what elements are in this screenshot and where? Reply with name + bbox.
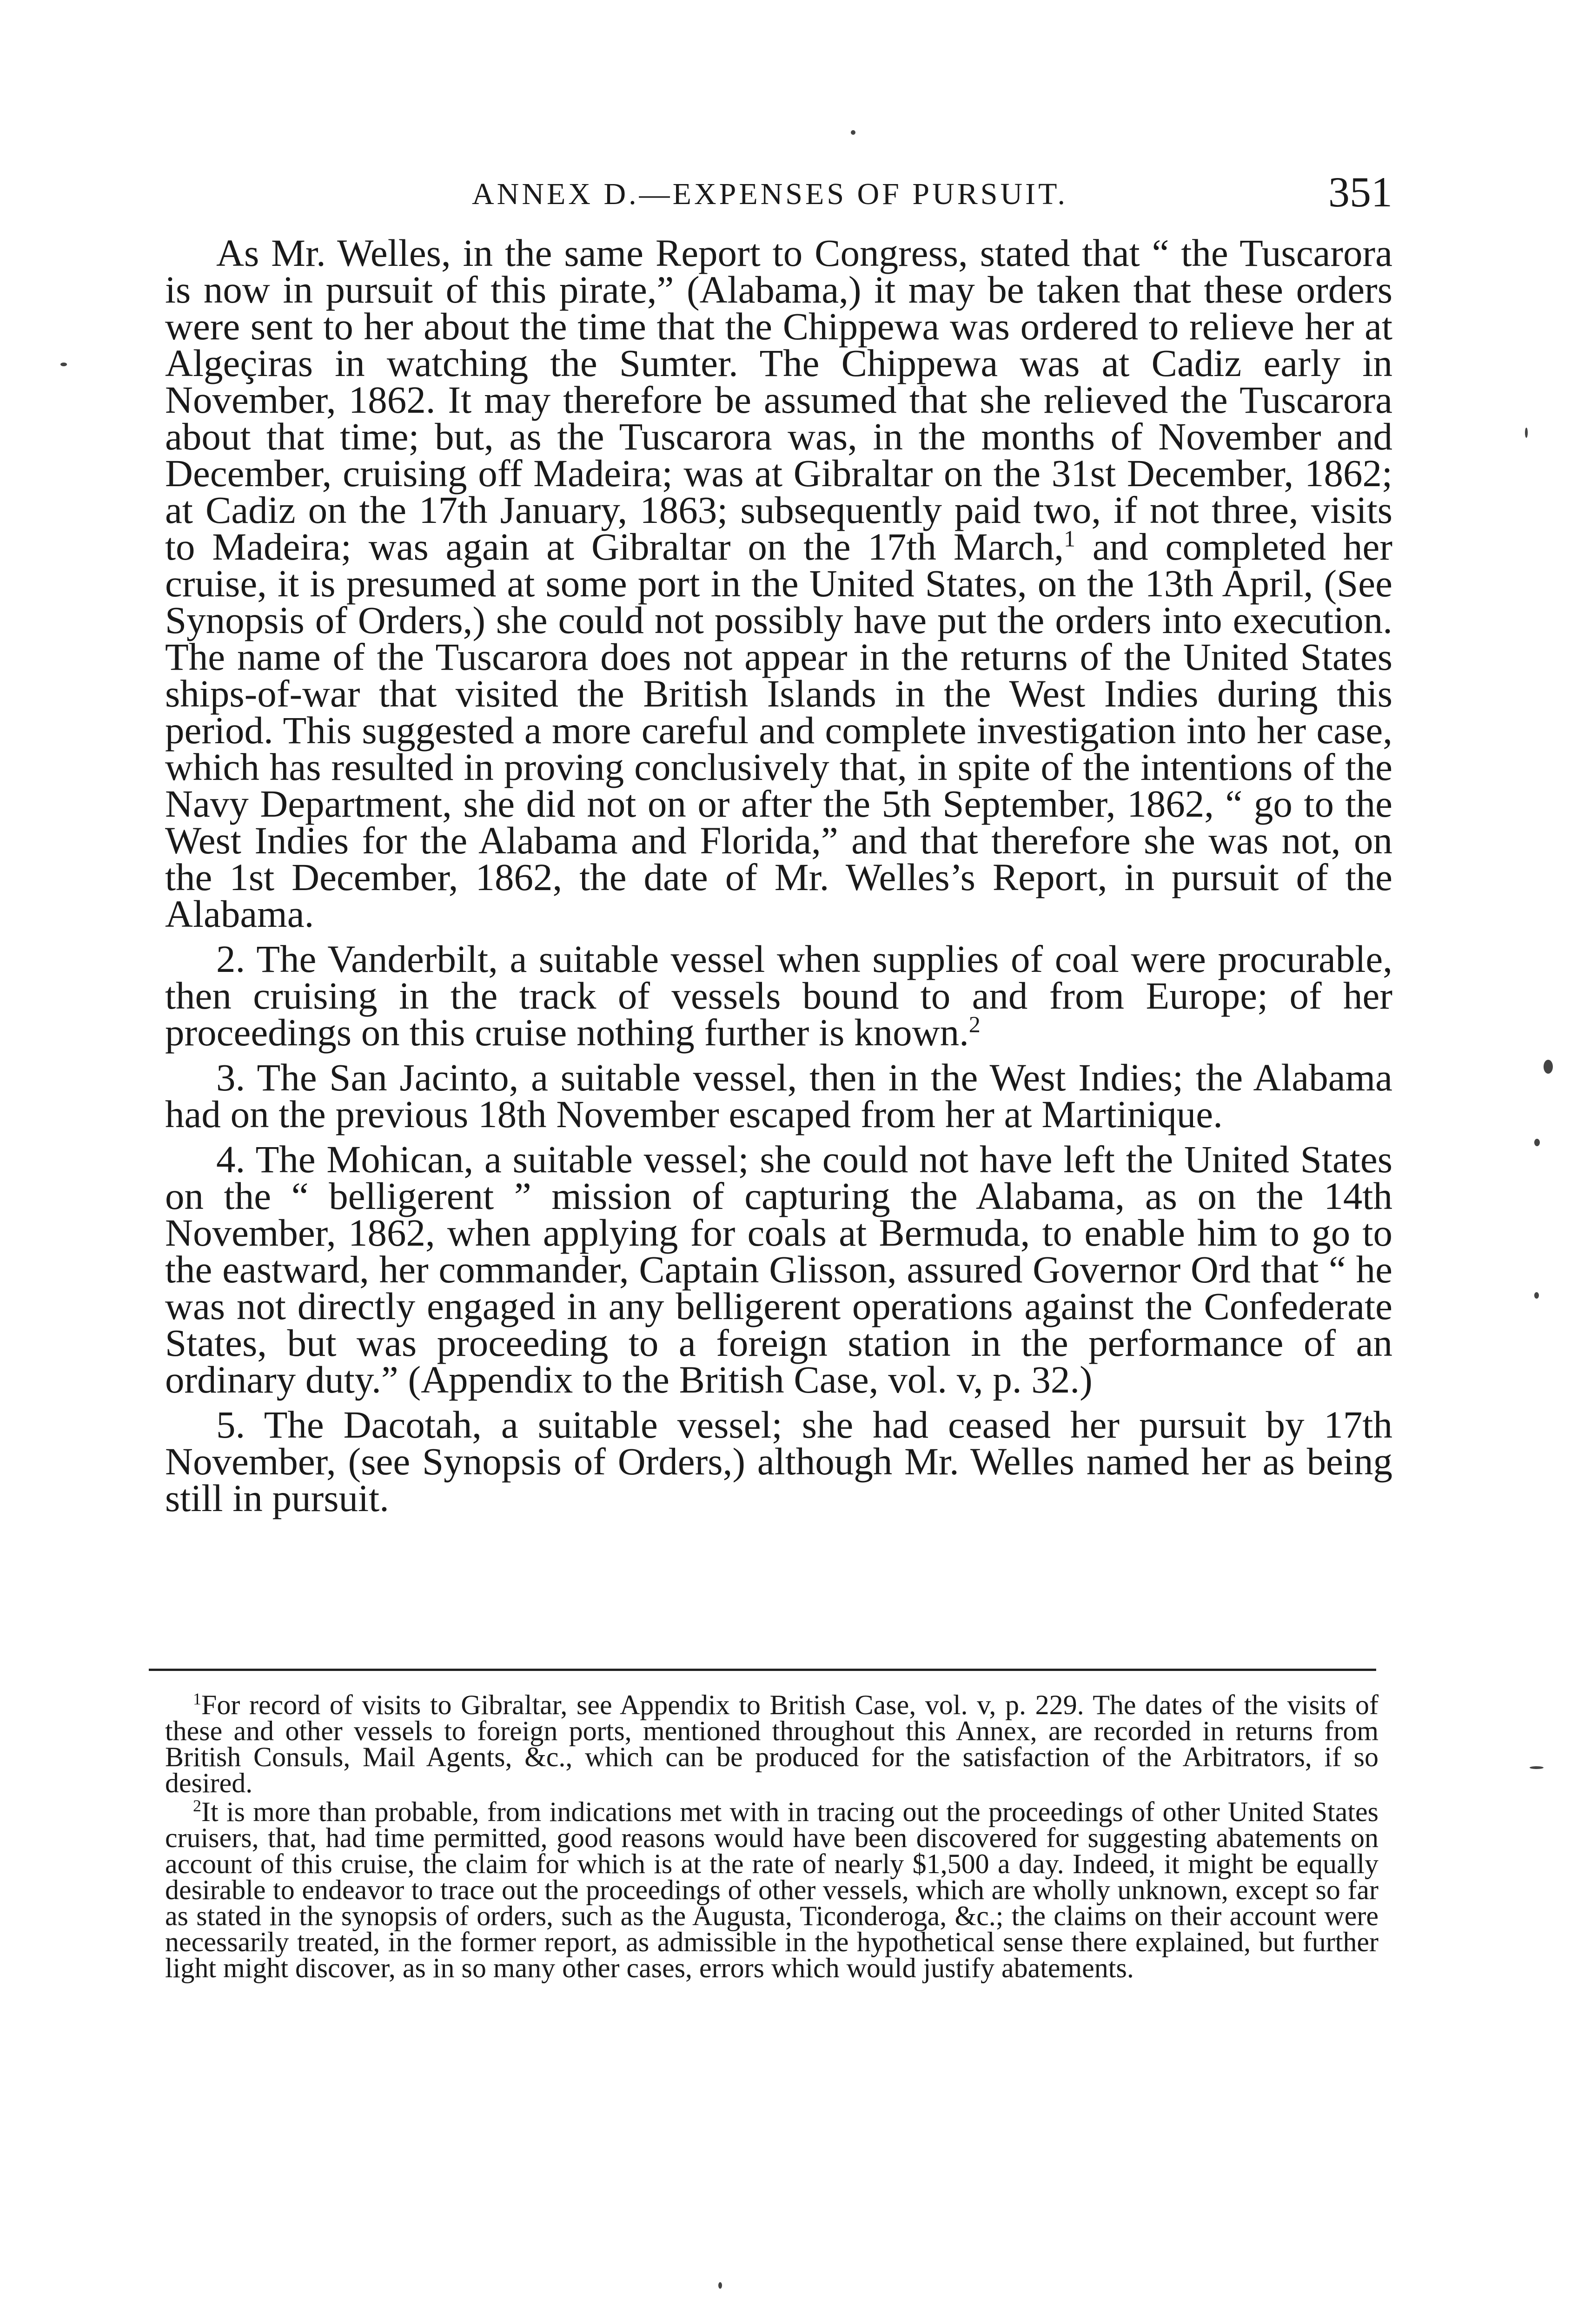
scan-speck bbox=[851, 130, 855, 135]
scan-speck bbox=[1534, 1139, 1540, 1146]
footnotes bbox=[165, 1692, 1379, 1984]
scan-speck bbox=[1530, 1766, 1544, 1769]
paragraph-san-jacinto: 3. The San Jacinto, a suitable vessel, then in the West Indies; the Alabama had on the previous 18th November escaped from her at Martinique. bbox=[165, 1056, 1392, 1136]
page-number: 351 bbox=[1328, 168, 1392, 216]
paragraph-tuscarora bbox=[165, 231, 1392, 935]
footnote-1-mark: 1 bbox=[193, 1690, 201, 1708]
scan-speck bbox=[718, 2282, 722, 2289]
footnote-divider bbox=[149, 1669, 1376, 1671]
footnote-2 bbox=[165, 1796, 1379, 1983]
paragraph-dacotah: 5. The Dacotah, a suitable vessel; she had ceased her pursuit by 17th November, (see Synopsis of Orders,) although Mr. Welles named her as being still in pursuit. bbox=[165, 1403, 1392, 1519]
footnote-2-mark: 2 bbox=[193, 1796, 201, 1815]
paragraph-vanderbilt-text: 2. The Vanderbilt, a suitable vessel when supplies of coal were procurable, then cruising in the track of vessels bound to and from Europe; of her proceedings on this cruise nothing further is known. bbox=[165, 938, 1392, 1054]
running-header bbox=[165, 163, 1392, 228]
scan-speck bbox=[60, 363, 67, 366]
scan-speck bbox=[1525, 428, 1528, 438]
footnote-2-text: It is more than probable, from indications met with in tracing out the proceedings of other United States cruisers, that, had time permitted, good reasons would have been discovered for suggesting abatements on account of this cruise, the claim for which is at the rate of nearly $1,500 a day. Indeed, it might be equally desirable to endeavor to trace out the proceedings of other vessels, which are wholly unknown, except so far as stated in the synopsis of orders, such as the Augusta, Ticonderoga, &c.; the claims on their account were necessarily treated, in the former report, as admissible in the hypothetical sense there explained, but further light might discover, as in so many other cases, errors which would justify abatements. bbox=[165, 1796, 1379, 1983]
paragraph-vanderbilt bbox=[165, 938, 1392, 1054]
running-header-title: ANNEX D.—EXPENSES OF PURSUIT. bbox=[472, 177, 1068, 211]
scan-speck bbox=[1544, 1060, 1553, 1074]
footnote-1-text: For record of visits to Gibraltar, see Appendix to British Case, vol. v, p. 229. The dates of the visits of these and other vessels to foreign ports, mentioned throughout this Annex, are recorded in returns from British Consuls, Mail Agents, &c., which can be produced for the satisfaction of the Arbitrators, if so desired. bbox=[165, 1690, 1379, 1798]
footnote-1 bbox=[165, 1692, 1379, 1796]
main-text bbox=[165, 231, 1392, 1525]
footnote-ref-2: 2 bbox=[968, 1011, 981, 1037]
paragraph-tuscarora-continued: and completed her cruise, it is presumed at some port in the United States, on the 13th April, (See Synopsis of Orders,) she could not possibly have put the orders into execution. The name of the Tuscarora does not appear in the returns of the United States ships-of-war that visited the British Islands in the West Indies during this period. This suggested a more careful and complete investigation into her case, which has resulted in proving conclusively that, in spite of the intentions of the Navy Department, she did not on or after the 5th September, 1862, “ go to the West Indies for the Alabama and Florida,” and that therefore she was not, on the 1st December, 1862, the date of Mr. Welles’s Report, in pursuit of the Alabama. bbox=[165, 525, 1392, 935]
paragraph-tuscarora-text: As Mr. Welles, in the same Report to Congress, stated that “ the Tuscarora is now in pursuit of this pirate,” (Alabama,) it may be taken that these orders were sent to her about the time that the Chippewa was ordered to relieve her at Algeçiras in watching the Sumter. The Chippewa was at Cadiz early in November, 1862. It may therefore be assumed that she relieved the Tuscarora about that time; but, as the Tuscarora was, in the months of November and December, cruising off Madeira; was at Gibraltar on the 31st December, 1862; at Cadiz on the 17th January, 1863; subsequently paid two, if not three, visits to Madeira; was again at Gibraltar on the 17th March, bbox=[165, 231, 1392, 568]
scan-speck bbox=[1534, 1292, 1539, 1299]
footnote-ref-1: 1 bbox=[1064, 526, 1076, 552]
paragraph-mohican: 4. The Mohican, a suitable vessel; she could not have left the United States on the “ belligerent ” mission of capturing the Alabama, as on the 14th November, 1862, when applying for coals at Bermuda, to enable him to go to the eastward, her commander, Captain Glisson, assured Governor Ord that “ he was not directly engaged in any belligerent operations against the Confederate States, but was proceeding to a foreign station in the performance of an ordinary duty.” (Appendix to the British Case, vol. v, p. 32.) bbox=[165, 1138, 1392, 1401]
